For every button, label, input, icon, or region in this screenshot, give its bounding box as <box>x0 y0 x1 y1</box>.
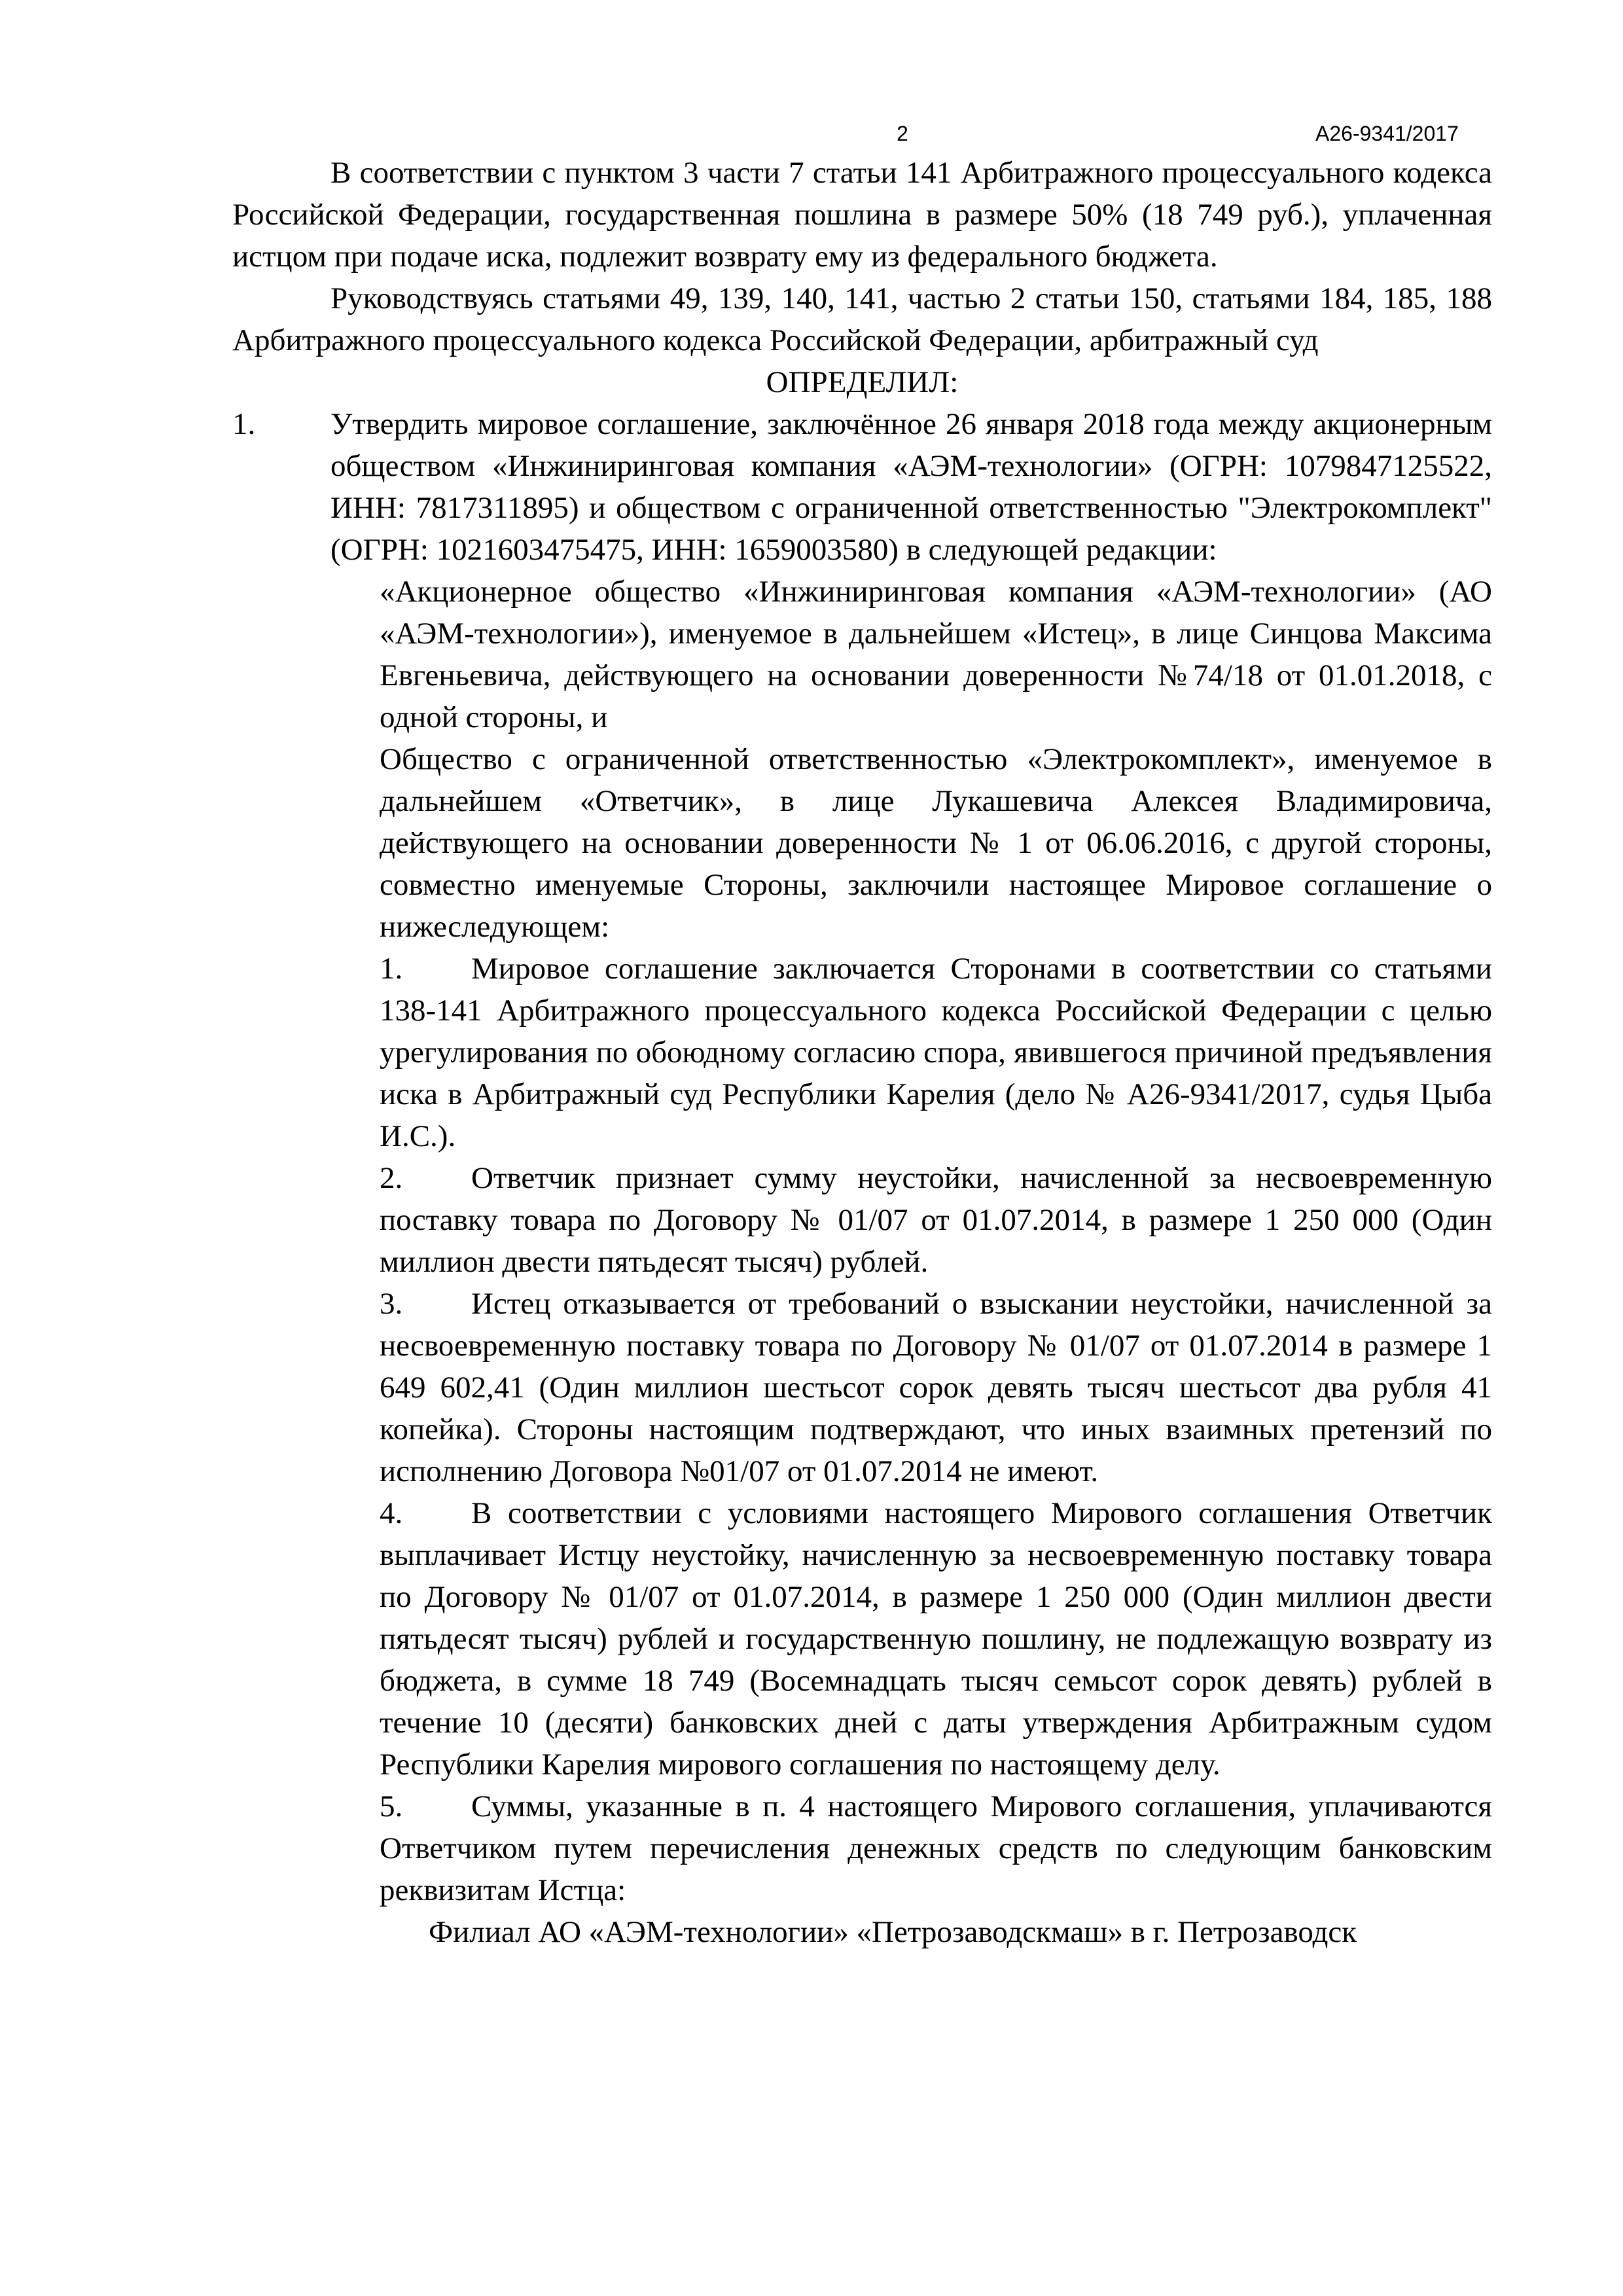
agreement-clause-4 <box>380 1492 1492 1785</box>
paragraph-legal-basis: Руководствуясь статьями 49, 139, 140, 141, частью 2 статьи 150, статьями 184, 185, 188 Арбитражного процессуального кодекса Российской Федерации, арбитражный суд <box>232 281 1492 357</box>
clause-text: Истец отказывается от требований о взыскании неустойки, начисленной за несвоевременную поставку товара по Договору № 01/07 от 01.07.2014 в размере 1 649 602,41 (Один миллион шестьсот сорок девять тысяч шестьсот два рубля 41 копейка). Стороны настоящим подтверждают, что иных взаимных претензий по исполнению Договора №01/07 от 01.07.2014 не имеют. <box>380 1287 1492 1488</box>
item-number: 1. <box>232 407 256 441</box>
settlement-agreement-text <box>380 571 1492 1911</box>
clause-text: Ответчик признает сумму неустойки, начисленной за несвоевременную поставку товара по Договору № 01/07 от 01.07.2014, в размере 1 250 000 (Один миллион двести пятьдесят тысяч) рублей. <box>380 1161 1492 1279</box>
clause-number: 1. <box>380 952 403 986</box>
bank-details-line: Филиал АО «АЭМ-технологии» «Петрозаводскмаш» в г. Петрозаводск <box>429 1915 1357 1949</box>
agreement-party-plaintiff: «Акционерное общество «Инжиниринговая компания «АЭМ-технологии» (АО «АЭМ-технологии»), именуемое в дальнейшем «Истец», в лице Синцова Максима Евгеньевича, действующего на основании доверенности №74/18 от 01.01.2018, с одной стороны, и <box>380 575 1492 734</box>
agreement-clause-5 <box>380 1785 1492 1911</box>
clause-text: В соответствии с условиями настоящего Мирового соглашения Ответчик выплачивает Истцу неустойку, начисленную за несвоевременную поставку товара по Договору № 01/07 от 01.07.2014, в размере 1 250 000 (Один миллион двести пятьдесят тысяч) рублей и государственную пошлину, не подлежащую возврату из бюджета, в сумме 18 749 (Восемнадцать тысяч семьсот сорок девять) рублей в течение 10 (десяти) банковских дней с даты утверждения Арбитражным судом Республики Карелия мирового соглашения по настоящему делу. <box>380 1496 1492 1782</box>
page-number: 2 <box>897 122 908 145</box>
document-body <box>232 152 1492 1953</box>
agreement-clause-1 <box>380 948 1492 1157</box>
agreement-party-defendant: Общество с ограниченной ответственностью «Электрокомплект», именуемое в дальнейшем «Ответчик», в лице Лукашевича Алексея Владимировича, действующего на основании доверенности № 1 от 06.06.2016, с другой стороны, совместно именуемые Стороны, заключили настоящее Мировое соглашение о нижеследующем: <box>380 742 1492 944</box>
clause-text: Мировое соглашение заключается Сторонами в соответствии со статьями 138-141 Арбитражного процессуального кодекса Российской Федерации с целью урегулирования по обоюдному согласию спора, явившегося причиной предъявления иска в Арбитражный суд Республики Карелия (дело № А26-9341/2017, судья Цыба И.С.). <box>380 952 1492 1153</box>
clause-number: 4. <box>380 1496 403 1530</box>
page-header <box>0 113 1623 152</box>
paragraph-state-fee: В соответствии с пунктом 3 части 7 статьи 141 Арбитражного процессуального кодекса Российской Федерации, государственная пошлина в размере 50% (18 749 руб.), уплаченная истцом при подаче иска, подлежит возврату ему из федерального бюджета. <box>232 156 1492 274</box>
decision-item-1 <box>232 403 1492 571</box>
clause-number: 3. <box>380 1287 403 1321</box>
case-number: А26-9341/2017 <box>1315 122 1459 145</box>
clause-number: 2. <box>380 1161 403 1195</box>
decision-title: ОПРЕДЕЛИЛ: <box>766 365 959 399</box>
agreement-clause-3 <box>380 1283 1492 1492</box>
item-text: Утвердить мировое соглашение, заключённое 26 января 2018 года между акционерным обществом «Инжиниринговая компания «АЭМ-технологии» (ОГРН: 1079847125522, ИНН: 7817311895) и обществом с ограниченной ответственностью "Электрокомплект" (ОГРН: 1021603475475, ИНН: 1659003580) в следующей редакции: <box>330 407 1492 567</box>
clause-number: 5. <box>380 1789 403 1823</box>
agreement-clause-2 <box>380 1157 1492 1283</box>
clause-text: Суммы, указанные в п. 4 настоящего Мирового соглашения, уплачиваются Ответчиком путем перечисления денежных средств по следующим банковским реквизитам Истца: <box>380 1789 1492 1907</box>
